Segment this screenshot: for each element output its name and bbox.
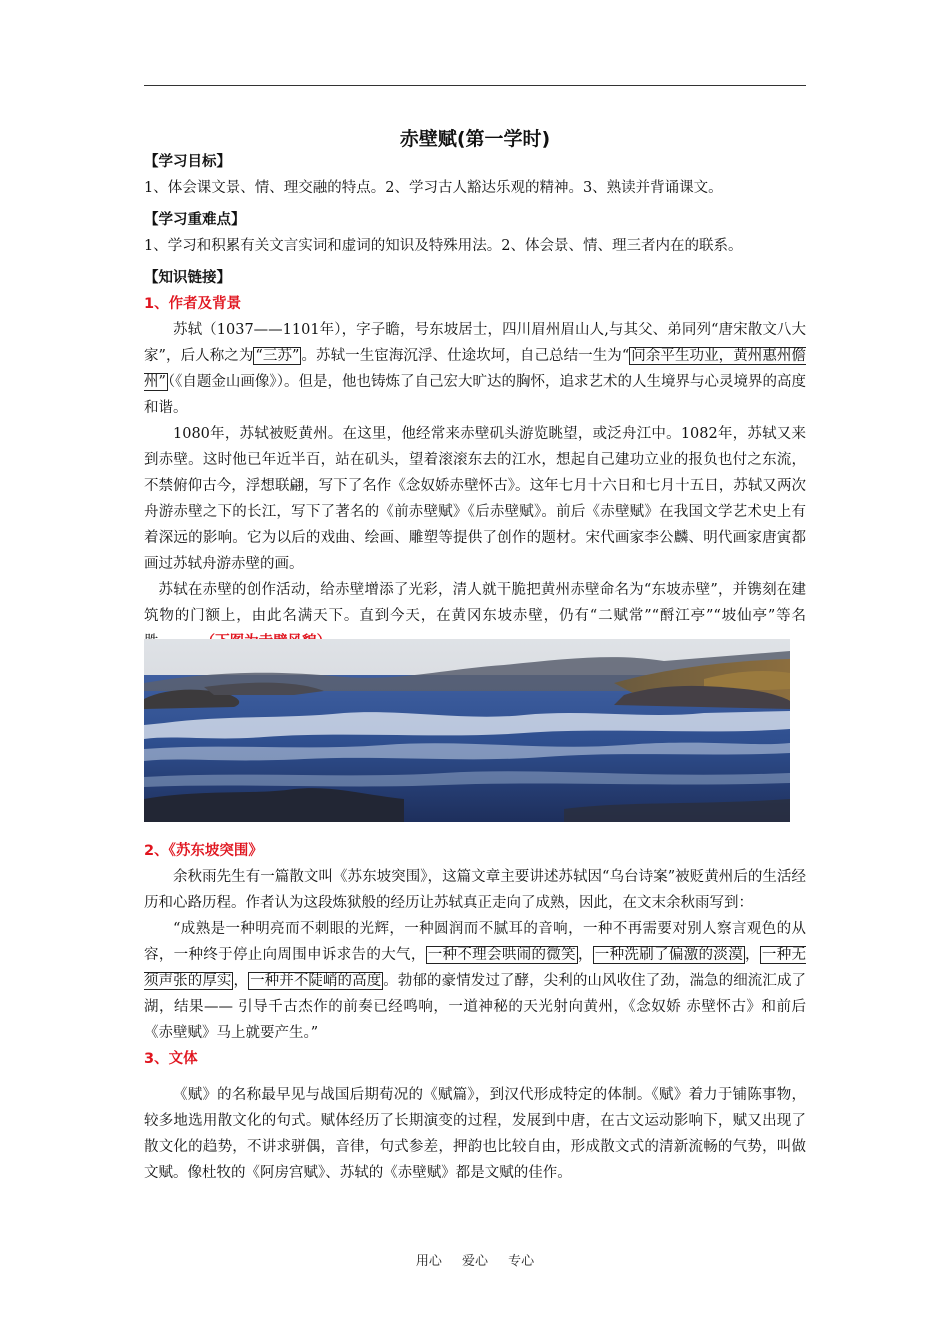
quote-boxed-1: 一种不理会哄闹的微笑 [427, 947, 576, 963]
page-footer [0, 1250, 950, 1269]
page-title: 赤壁赋(第一学时) [399, 128, 551, 150]
section3-paragraph: 《赋》的名称最早见与战国后期荀况的《赋篇》，到汉代形成特定的体制。《赋》着力于铺陈事物，较多地选用散文化的句式。赋体经历了长期演变的过程，发展到中唐，在古文运动影响下，赋又出现了散文化的趋势，不讲求骈偶，音律，句式参差，押韵也比较自由，形成散文式的清新流畅的气势，叫做文赋。像杜牧的《阿房宫赋》、苏轼的《赤壁赋》都是文赋的佳作。 [144, 1087, 806, 1181]
goals-text: 1、体会课文景、情、理交融的特点。2、学习古人豁达乐观的精神。3、熟读并背诵课文。 [144, 180, 723, 196]
quote-sep-1: ， [577, 947, 593, 963]
quote-sep-3: ， [233, 973, 249, 989]
section2-heading: 2、《苏东坡突围》 [144, 843, 263, 859]
quote-boxed-3: 一种无须声张的厚实 [144, 947, 807, 989]
quote-sep-2: ， [745, 947, 760, 963]
header-rule [144, 85, 806, 86]
section1-heading: 1、作者及背景 [144, 296, 242, 312]
quote-boxed-2: 一种洗刷了偏激的淡漠 [594, 947, 744, 963]
goals-section [144, 149, 806, 201]
chibi-text: 苏轼在赤壁的创作活动，给赤壁增添了光彩，清人就干脆把黄州赤壁命名为“东坡赤壁”，并镌刻在建筑物的门额上，由此名满天下。直到今天，在黄冈东坡赤壁，仍有“二赋常”“酹江亭”“坡仙亭”等名 [144, 582, 806, 624]
background-paragraph: 1080年，苏轼被贬黄州。在这里，他经常来赤壁矶头游览眺望，或泛舟江中。1082年，苏轼又来到赤壁。这时他已年近半百，站在矶头，望着滚滚东去的江水，想起自己建功立业的报负也付之东流，不禁俯仰古今，浮想联翩，写下了名作《念奴娇赤壁怀古》。这年七月十六日和七月十五日，苏轼又两次舟游赤壁之下的长江，写下了著名的《前赤壁赋》《后赤壁赋》。前后《赤壁赋》在我国文学艺术史上有着深远的影响。它为以后的戏曲、绘画、雕塑等提供了创作的题材。宋代画家李公麟、明代画家唐寅都画过苏轼舟游赤壁的画。 [144, 426, 806, 572]
section3-heading: 3、文体 [144, 1051, 198, 1067]
quote-paragraph [144, 916, 806, 1046]
goals-heading: 【学习目标】 [144, 154, 231, 170]
footer-word-3: 专心 [508, 1254, 535, 1269]
difficulties-heading: 【学习重难点】 [144, 212, 246, 228]
difficulties-text: 1、学习和积累有关文言实词和虚词的知识及特殊用法。2、体会景、情、理三者内在的联系。 [144, 238, 743, 254]
footer-word-2: 爱心 [461, 1254, 488, 1269]
san-su-boxed: “三苏” [255, 348, 300, 364]
quote-text-a: “成熟是一种明亮而不刺眼的光辉，一种圆润而不腻耳的音响，一种不再需要对别人察言观色的从容，一种终于停止向周围申诉求告的大气， [144, 921, 806, 963]
author-paragraph [144, 317, 806, 421]
author-text-a: 苏轼（1037——1101年），字子瞻，号东坡居士，四川眉州眉山人,与其父、弟同列“唐宋散文八大家”，后人称之为 [144, 322, 806, 364]
quote-boxed-4: 一种并不陡峭的高度 [250, 973, 382, 989]
footer-word-1: 用心 [415, 1254, 442, 1269]
difficulties-section [144, 207, 806, 259]
author-text-b: 。苏轼一生宦海沉浮、仕途坎坷，自己总结一生为“ [301, 348, 630, 364]
section2-paragraph: 余秋雨先生有一篇散文叫《苏东坡突围》，这篇文章主要讲述苏轼因“乌台诗案”被贬黄州后的生活经历和心路历程。作者认为这段炼狱般的经历让苏轼真正走向了成熟，因此，在文末余秋雨写到： [144, 869, 806, 911]
red-cliff-photo [144, 639, 790, 822]
section2 [144, 838, 806, 1186]
knowledge-heading: 【知识链接】 [144, 270, 231, 286]
knowledge-section [144, 265, 806, 655]
quote-text-b: 。勃郁的豪情发过了酵，尖利的山风收住了劲，湍急的细流汇成了湖，结果—— 引导千古杰作的前奏已经鸣响，一道神秘的天光射向黄州，《念奴娇 赤壁怀古》和前后《赤壁赋》马上就要产生。” [144, 973, 807, 1041]
life-summary-boxed: 问余平生功业，黄州惠州儋州” [144, 348, 806, 390]
author-text-c: （《自题金山画像》）。但是，他也铸炼了自己宏大旷达的胸怀，追求艺术的人生境界与心灵境界的高度和谐。 [144, 374, 806, 416]
